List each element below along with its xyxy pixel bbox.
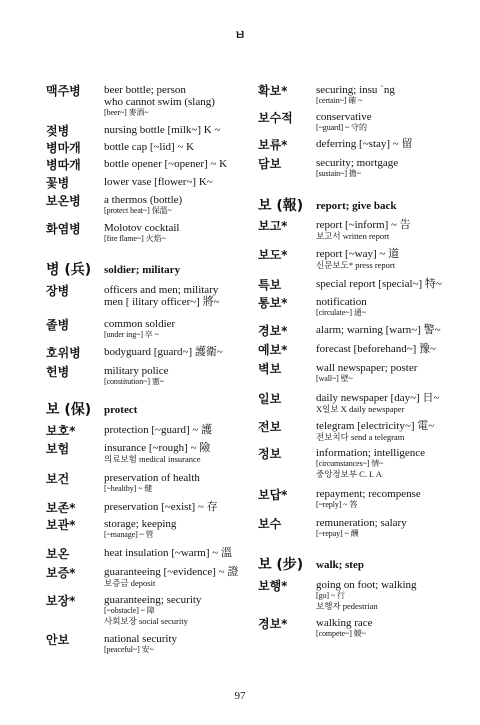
definition-line: preservation [~exist] ~ 存: [104, 501, 218, 513]
example-line: 보행자 pedestrian: [316, 601, 378, 611]
entry-definition: [316, 343, 470, 355]
etymology-note: [~repay] ~ 酬: [316, 529, 359, 538]
definition-line: remuneration; salary: [316, 517, 407, 529]
definition-line: bottle opener [~opener] ~ K: [104, 158, 228, 170]
entry-headword: 보도*: [258, 248, 288, 262]
definition-line: beer bottle; person: [104, 84, 186, 96]
definition-line: a thermos (bottle): [104, 194, 183, 206]
entry-headword: 장병: [46, 284, 70, 298]
section-headword: 보 (報): [258, 198, 304, 214]
entry-headword: 전보: [258, 420, 282, 434]
entry-definition: [104, 158, 254, 170]
definition-line: national security: [104, 633, 178, 645]
entry-definition: [104, 124, 254, 136]
entry-definition: [104, 318, 254, 340]
entry-headword: 보관*: [46, 518, 76, 532]
entry-definition: [104, 84, 254, 118]
entry-definition: [104, 501, 254, 513]
definition-line: telegram [electricity~] 電~: [316, 420, 435, 432]
etymology-note: [~manage] ~ 管: [104, 530, 154, 539]
page-header-letter: ㅂ: [234, 28, 246, 42]
entry-headword: 졸병: [46, 318, 70, 332]
entry-definition: [104, 547, 254, 559]
entry-definition: [316, 278, 470, 290]
definition-line: going on foot; walking: [316, 579, 417, 591]
entry-headword: 젖병: [46, 124, 70, 138]
section-heading: [258, 198, 397, 214]
entry-headword: 호위병: [46, 346, 81, 360]
definition-line: information; intelligence: [316, 447, 426, 459]
definition-line: storage; keeping: [104, 518, 177, 530]
entry-headword: 헌병: [46, 365, 70, 379]
entry-definition: [104, 424, 254, 436]
definition-line: report [~inform] ~ 告: [316, 219, 411, 231]
entry-definition: [316, 447, 470, 479]
definition-line: heat insulation [~warm] ~ 溫: [104, 547, 232, 559]
section-heading: [258, 557, 364, 573]
definition-line: deferring [~stay] ~ 留: [316, 138, 413, 150]
entry-definition: [316, 579, 470, 611]
entry-definition: [316, 420, 470, 442]
section-gloss: soldier; military: [104, 264, 181, 276]
entry-definition: [316, 248, 470, 270]
entry-definition: [316, 392, 470, 414]
definition-line: lower vase [flower~] K~: [104, 176, 213, 188]
definition-line: protection [~guard] ~ 護: [104, 424, 213, 436]
entry-headword: 보험: [46, 442, 70, 456]
definition-line: Molotov cocktail: [104, 222, 180, 234]
definition-line: preservation of health: [104, 472, 200, 484]
etymology-note: [certain~] 確 ~: [316, 96, 363, 105]
example-line: 전보치다 send a telegram: [316, 432, 405, 442]
entry-definition: [316, 84, 470, 106]
entry-headword: 벽보: [258, 362, 282, 376]
entry-definition: [316, 296, 470, 318]
definition-line: notification: [316, 296, 367, 308]
section-heading: [46, 402, 138, 418]
entry-headword: 경보*: [258, 324, 288, 338]
example-line: 보증금 deposit: [104, 578, 156, 588]
section-headword: 병 (兵): [46, 262, 92, 278]
entry-headword: 통보*: [258, 296, 288, 310]
entry-headword: 병따개: [46, 158, 81, 172]
entry-definition: [104, 365, 254, 387]
entry-definition: [316, 324, 470, 336]
etymology-note: [beer~] 麥酒~: [104, 108, 149, 117]
etymology-note: [protect heat~] 保溫~: [104, 206, 172, 215]
entry-definition: [316, 362, 470, 384]
definition-line: daily newspaper [day~] 日~: [316, 392, 440, 404]
section-gloss: walk; step: [316, 559, 364, 571]
entry-headword: 보수적: [258, 111, 293, 125]
section-gloss: protect: [104, 404, 138, 416]
definition-line: nursing bottle [milk~] K ~: [104, 124, 221, 136]
entry-headword: 보류*: [258, 138, 288, 152]
entry-headword: 안보: [46, 633, 70, 647]
entry-headword: 특보: [258, 278, 282, 292]
entry-headword: 보건: [46, 472, 70, 486]
etymology-note: [~healthy] ~ 健: [104, 484, 153, 493]
entry-definition: [316, 617, 470, 639]
entry-headword: 담보: [258, 157, 282, 171]
entry-definition: [316, 138, 470, 150]
definition-line: securing; insu `ng: [316, 84, 395, 96]
section-gloss: report; give back: [316, 200, 397, 212]
definition-line: military police: [104, 365, 169, 377]
etymology-note: [fire flame~] 火焰~: [104, 234, 166, 243]
page-number: 97: [234, 690, 246, 702]
section-headword: 보 (步): [258, 557, 304, 573]
etymology-note: [under ing~] 卒 ~: [104, 330, 159, 339]
definition-line: special report [special~] 特~: [316, 278, 442, 290]
entry-definition: [104, 566, 254, 588]
entry-headword: 꽃병: [46, 176, 70, 190]
definition-line: common soldier: [104, 318, 176, 330]
definition-line: guaranteeing [~evidence] ~ 證: [104, 566, 239, 578]
entry-definition: [104, 284, 254, 308]
entry-definition: [104, 141, 254, 153]
definition-line: forecast [beforehand~] 豫~: [316, 343, 437, 355]
definition-line: men [ ilitary officer~] 將~: [104, 296, 220, 308]
entry-headword: 보수: [258, 517, 282, 531]
definition-line: bodyguard [guard~] 護衛~: [104, 346, 223, 358]
definition-line: security; mortgage: [316, 157, 399, 169]
example-line: 의료보험 medical insurance: [104, 454, 201, 464]
entry-definition: [104, 518, 254, 540]
section-headword: 보 (保): [46, 402, 92, 418]
definition-line: report [~way] ~ 道: [316, 248, 400, 260]
etymology-note: [sustain~] 擔~: [316, 169, 361, 178]
entry-definition: [104, 594, 254, 626]
section-heading: [46, 262, 181, 278]
etymology-note: [circumstances~] 情~: [316, 459, 384, 468]
entry-definition: [316, 219, 470, 241]
entry-definition: [104, 176, 254, 188]
entry-definition: [104, 442, 254, 464]
entry-headword: 확보*: [258, 84, 288, 98]
example-line: X일보 X daily newspaper: [316, 404, 405, 414]
entry-definition: [316, 517, 470, 539]
etymology-note: [~obstacle] ~ 障: [104, 606, 155, 615]
entry-headword: 정보: [258, 447, 282, 461]
entry-headword: 맥주병: [46, 84, 81, 98]
entry-definition: [104, 633, 254, 655]
etymology-note: [go] ~ 行: [316, 591, 345, 600]
entry-headword: 경보*: [258, 617, 288, 631]
entry-headword: 일보: [258, 392, 282, 406]
entry-definition: [104, 194, 254, 216]
entry-definition: [104, 346, 254, 358]
etymology-note: [wall~] 壁~: [316, 374, 353, 383]
definition-line: wall newspaper; poster: [316, 362, 418, 374]
entry-headword: 보온병: [46, 194, 81, 208]
entry-definition: [316, 157, 470, 179]
etymology-note: [circulate~] 通~: [316, 308, 367, 317]
example-line: 신문보도* press report: [316, 260, 396, 270]
entry-headword: 보답*: [258, 488, 288, 502]
entry-definition: [104, 472, 254, 494]
etymology-note: [peaceful~] 安~: [104, 645, 154, 654]
etymology-note: [constitution~] 憲~: [104, 377, 164, 386]
entry-headword: 보온: [46, 547, 70, 561]
entry-definition: [316, 488, 470, 510]
definition-line: officers and men; military: [104, 284, 219, 296]
etymology-note: [compete~] 競~: [316, 629, 366, 638]
definition-line: alarm; warning [warn~] 警~: [316, 324, 441, 336]
etymology-note: [~guard] ~ 守的: [316, 123, 367, 132]
entry-headword: 예보*: [258, 343, 288, 357]
entry-definition: [316, 111, 470, 133]
entry-headword: 보증*: [46, 566, 76, 580]
entry-headword: 보행*: [258, 579, 288, 593]
example-line: 사회보장 social security: [104, 616, 188, 626]
entry-headword: 병마개: [46, 141, 81, 155]
definition-line: repayment; recompense: [316, 488, 421, 500]
entry-headword: 보존*: [46, 501, 76, 515]
definition-line: bottle cap [~lid] ~ K: [104, 141, 195, 153]
entry-headword: 보장*: [46, 594, 76, 608]
definition-line: insurance [~rough] ~ 險: [104, 442, 211, 454]
example-line: 중앙정보부 C. I. A: [316, 469, 382, 479]
definition-line: guaranteeing; security: [104, 594, 202, 606]
definition-line: walking race: [316, 617, 373, 629]
entry-headword: 화염병: [46, 222, 81, 236]
entry-headword: 보호*: [46, 424, 76, 438]
example-line: 보고서 written report: [316, 231, 390, 241]
etymology-note: [~reply] ~ 答: [316, 500, 358, 509]
entry-headword: 보고*: [258, 219, 288, 233]
definition-line: who cannot swim (slang): [104, 96, 215, 108]
definition-line: conservative: [316, 111, 372, 123]
entry-definition: [104, 222, 254, 244]
